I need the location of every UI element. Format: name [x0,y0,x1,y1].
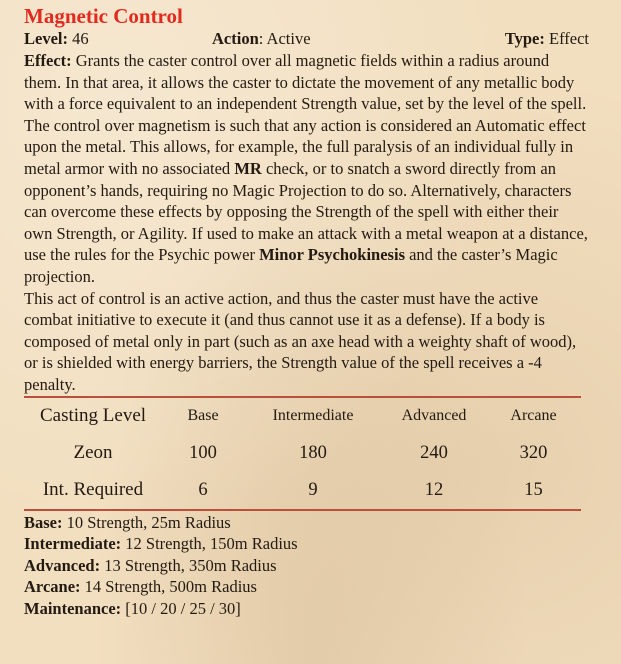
int-intermediate: 9 [308,479,318,500]
level-effect-arcane [24,576,589,598]
level-effect-text: 13 Strength, 350m Radius [100,555,277,575]
row-label-zeon: Zeon [73,442,113,463]
header-advanced: Advanced [401,407,467,424]
level-effect-text: 10 Strength, 25m Radius [62,512,231,532]
table-row-zeon [24,435,581,472]
int-arcane: 15 [524,479,543,500]
level-effect-label: Advanced: [24,555,101,575]
effect-label: Effect: [24,51,72,70]
control-text-a: The control over magnetism is such that any action is considered an Automatic effect upon the metal. This allows, for example, the full paralysis of an individual fully in metal armor with no associated [24,115,586,178]
zeon-base: 100 [189,442,217,463]
int-advanced: 12 [424,479,444,500]
spell-meta-row [24,28,589,50]
type-value: Effect [548,29,589,48]
spell-card [24,4,589,619]
action-value: : Active [258,29,311,48]
level-effect-text: 12 Strength, 150m Radius [121,534,298,554]
power-term: Minor Psychokinesis [259,245,405,265]
header-intermediate: Intermediate [272,407,354,424]
casting-table [24,398,581,509]
level-field [24,28,212,50]
action-field [212,28,505,50]
level-value: 46 [72,29,89,48]
zeon-advanced: 240 [420,442,448,463]
zeon-arcane: 320 [519,442,548,463]
level-effect-intermediate [24,533,589,555]
level-effects-list [24,512,589,620]
control-text-c: and the caster’s Magic projection. [24,245,558,286]
spell-title: Magnetic Control [24,4,183,28]
maintenance-text: [10 / 20 / 25 / 30] [121,598,241,618]
maintenance-label: Maintenance: [24,598,122,618]
spell-description [24,50,589,396]
level-effect-advanced [24,555,589,577]
control-paragraph [24,115,589,288]
zeon-intermediate: 180 [299,442,327,463]
type-field [505,28,589,50]
control-text-b: check, or to snatch a sword directly from an opponent’s hands, requiring no Magic Projection to do so. Alternatively, characters can overcome these effects by opposing the Strength of the spell with either their own Strength, or Agility. If used to make an attack with a metal weapon at a distance, use the rules for the Psychic power [24,158,588,265]
table-bottom-rule [24,509,581,511]
type-label: Type: [504,29,545,48]
level-effect-base [24,512,589,534]
effect-paragraph [24,50,589,115]
header-arcane: Arcane [510,407,557,424]
header-casting-level: Casting Level [39,405,147,426]
active-action-paragraph: This act of control is an active action, and thus the caster must have the active combat initiative to execute it (and thus cannot use it as a defense). If a body is composed of metal only in part (such as an axe head with a weighty shaft of wood), or is shielded with energy barriers, the Strength value of the spell receives a -4 penalty. [24,288,577,394]
table-row-int-required [24,472,581,509]
level-effect-text: 14 Strength, 500m Radius [80,577,257,597]
int-base: 6 [198,479,208,500]
row-label-int-required: Int. Required [42,479,144,500]
table-header-row [24,398,581,435]
level-effect-label: Intermediate: [24,534,122,554]
level-effect-label: Base: [24,512,63,532]
mr-term: MR [234,158,262,178]
maintenance-line [24,598,589,620]
action-label: Action [212,29,259,48]
header-base: Base [187,407,219,424]
level-label: Level: [24,29,68,48]
effect-text: Grants the caster control over all magnetic fields within a radius around them. In that area, it allows the caster to dictate the movement of any metallic body with a force equivalent to an independent Strength value, set by the level of the spell. [24,51,587,114]
level-effect-label: Arcane: [24,577,81,597]
